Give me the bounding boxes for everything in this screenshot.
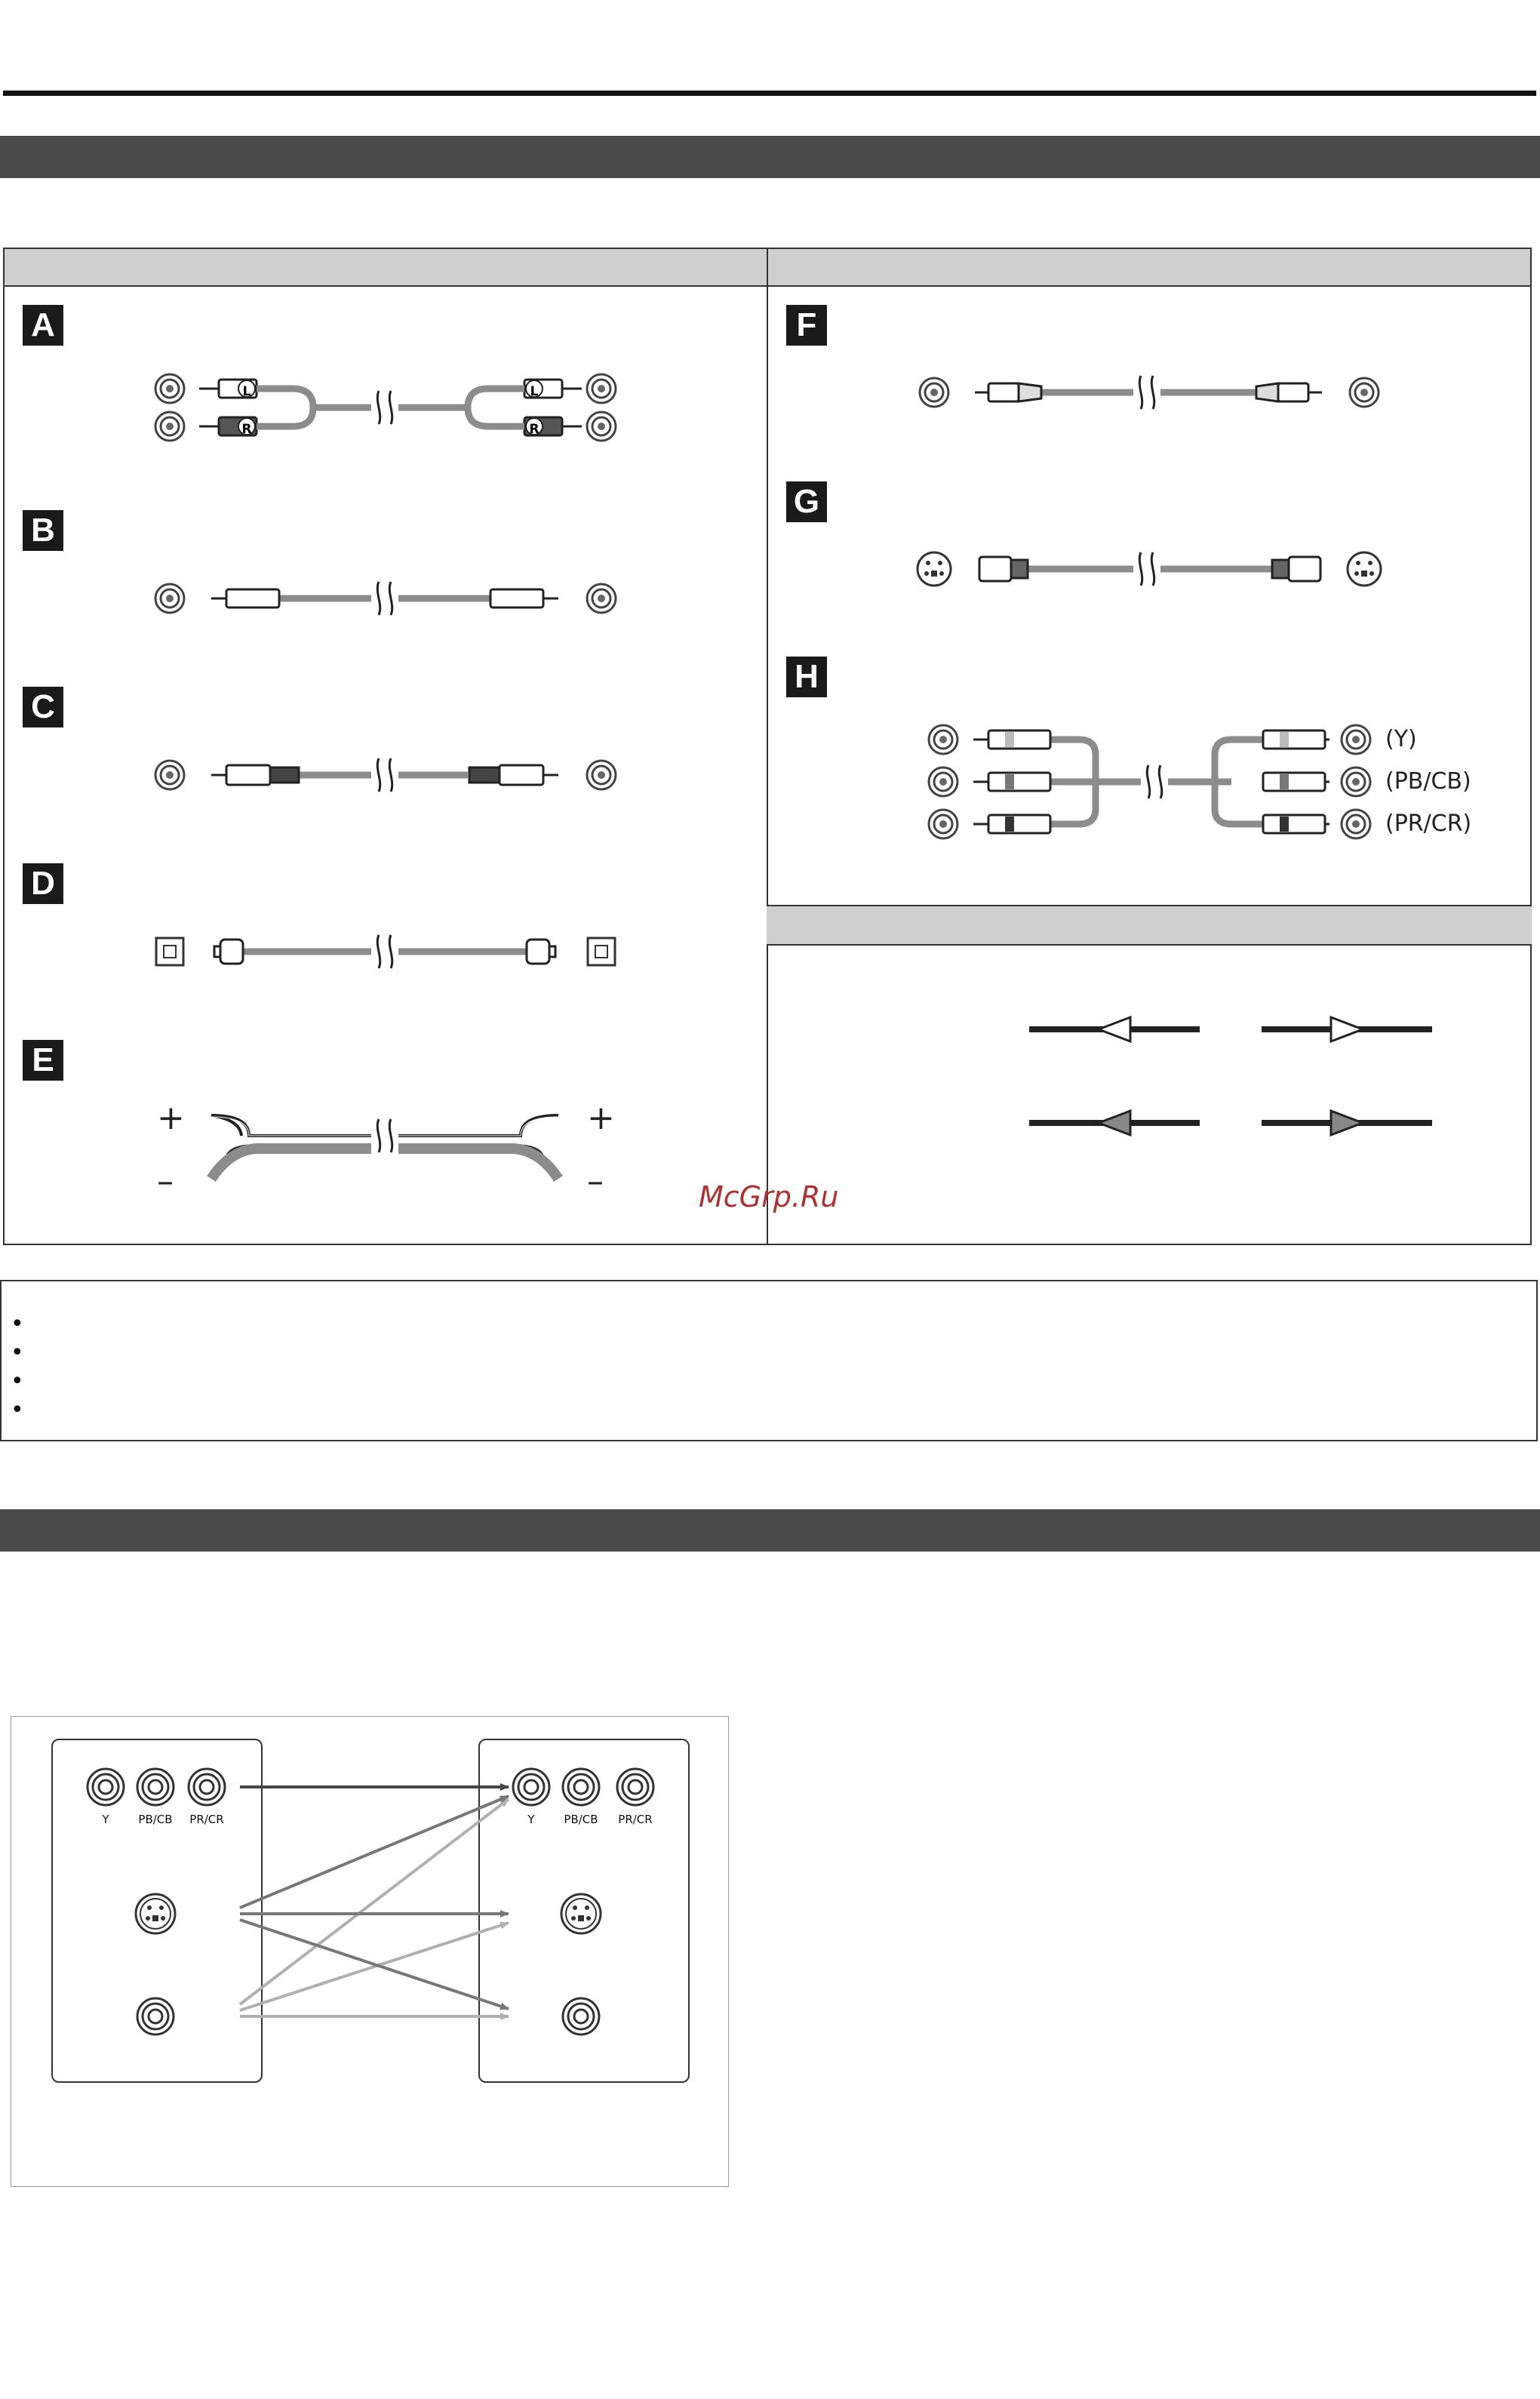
plug-mark-r: R <box>241 422 252 437</box>
plug-mark-r: R <box>529 422 539 437</box>
note-bullet: • <box>11 1311 24 1337</box>
left-jack-label-pb: PB/CB <box>138 1813 173 1826</box>
badge-d: D <box>23 863 63 904</box>
watermark: McGrp.Ru <box>699 1180 839 1213</box>
badge-f: F <box>786 305 827 346</box>
badge-e: E <box>23 1040 63 1081</box>
jack-label-pb: (PB/CB) <box>1385 768 1471 795</box>
component-jack-icon <box>563 1769 599 1805</box>
polarity-plus-left: + <box>157 1099 185 1137</box>
badge-g: G <box>786 481 827 522</box>
plug-mark-l: L <box>242 384 251 399</box>
note-bullet: • <box>11 1339 24 1366</box>
svideo-jack-icon <box>561 1894 601 1933</box>
component-jack-icon <box>137 1769 174 1805</box>
badge-b: B <box>23 510 63 551</box>
note-bullet: • <box>11 1397 24 1423</box>
jack-label-y: (Y) <box>1385 726 1417 752</box>
video-jack-icon <box>137 1998 174 2035</box>
polarity-plus-right: + <box>587 1099 615 1137</box>
jack-label-pr: (PR/CR) <box>1385 810 1472 837</box>
component-jack-icon <box>513 1769 549 1805</box>
component-jack-icon <box>617 1769 653 1805</box>
component-jack-icon <box>88 1769 124 1805</box>
badge-h: H <box>786 657 827 697</box>
polarity-minus-right: – <box>587 1162 604 1201</box>
component-jack-icon <box>189 1769 225 1805</box>
badge-c: C <box>23 687 63 727</box>
video-jack-icon <box>563 1998 599 2035</box>
right-jack-label-pr: PR/CR <box>618 1813 653 1826</box>
left-jack-label-pr: PR/CR <box>189 1813 224 1826</box>
badge-a: A <box>23 305 63 346</box>
right-jack-label-pb: PB/CB <box>564 1813 598 1826</box>
left-jack-label-y: Y <box>102 1813 109 1826</box>
svideo-jack-icon <box>136 1894 175 1933</box>
plug-mark-l: L <box>530 384 539 399</box>
right-jack-label-y: Y <box>527 1813 535 1826</box>
note-bullet: • <box>11 1368 24 1395</box>
polarity-minus-left: – <box>157 1162 174 1201</box>
